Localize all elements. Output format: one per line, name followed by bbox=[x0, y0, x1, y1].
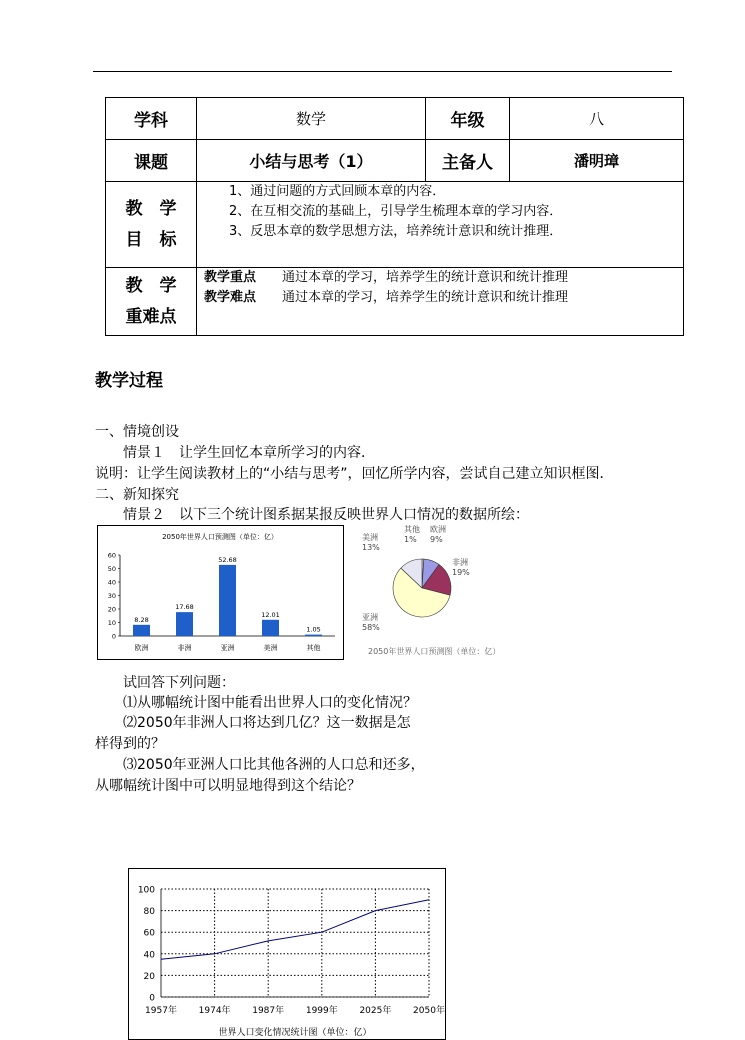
pie-slice-value: 58% bbox=[362, 623, 380, 632]
pie-slice-value: 1% bbox=[404, 535, 417, 544]
bar-chart-frame bbox=[97, 525, 344, 660]
line-y-tick-label: 60 bbox=[143, 928, 155, 939]
question-1: ⑴从哪幅统计图中能看出世界人口的变化情况？ bbox=[123, 695, 417, 711]
grade-label: 年级 bbox=[426, 98, 510, 140]
line-y-tick-label: 40 bbox=[143, 950, 155, 961]
topic-value: 小结与思考（1） bbox=[197, 140, 426, 182]
pie-chart bbox=[360, 520, 510, 660]
line-y-tick-label: 0 bbox=[149, 993, 155, 1004]
bar-data-label: 17.68 bbox=[175, 603, 194, 612]
pie-slice-label: 其他 bbox=[404, 525, 420, 534]
line-x-tick-label: 1957年 bbox=[145, 1006, 177, 1016]
focus-content bbox=[197, 268, 684, 336]
line-chart-frame bbox=[128, 868, 446, 1040]
goals-label bbox=[106, 182, 197, 268]
goal-item: 3、反思本章的数学思想方法，培养统计意识和统计推理． bbox=[229, 224, 563, 239]
line-x-tick-label: 2050年 bbox=[413, 1006, 445, 1016]
line-y-tick-label: 100 bbox=[137, 885, 155, 896]
goals-label-line-2: 目 标 bbox=[125, 229, 177, 250]
pie-slice-label: 亚洲 bbox=[362, 613, 378, 622]
bar-y-tick-label: 30 bbox=[107, 592, 116, 600]
preparer-value: 潘明璋 bbox=[510, 140, 684, 182]
goals-label-line-1: 教 学 bbox=[125, 198, 177, 219]
bar-y-tick-label: 0 bbox=[111, 632, 116, 641]
bar-category-label: 欧洲 bbox=[134, 644, 149, 652]
subject-label: 学科 bbox=[106, 98, 197, 140]
bar bbox=[305, 635, 322, 636]
key-point-label: 教学重点 bbox=[204, 270, 257, 285]
focus-label-line-1: 教 学 bbox=[125, 275, 177, 296]
bar-data-label: 52.68 bbox=[218, 555, 237, 564]
lesson-info-table bbox=[105, 97, 684, 336]
goal-item: 2、在互相交流的基础上，引导学生梳理本章的学习内容． bbox=[229, 204, 563, 219]
bar-data-label: 8.28 bbox=[134, 615, 149, 624]
focus-label bbox=[106, 268, 197, 336]
bar-chart bbox=[98, 526, 343, 659]
bar-y-tick-label: 40 bbox=[107, 578, 116, 587]
scene-2: 情景２ 以下三个统计图系据某报反映世界人口情况的数据所绘： bbox=[123, 507, 529, 523]
line-x-tick-label: 1999年 bbox=[305, 1006, 338, 1016]
topic-label: 课题 bbox=[106, 140, 197, 182]
difficult-point-label: 教学难点 bbox=[204, 290, 257, 305]
key-point-text: 通过本章的学习，培养学生的统计意识和统计推理 bbox=[282, 270, 569, 285]
question-3-line-1: ⑶2050年亚洲人口比其他各洲的人口总和还多， bbox=[123, 757, 425, 773]
bar bbox=[219, 565, 236, 636]
scene-1: 情景１ 让学生回忆本章所学习的内容． bbox=[123, 445, 375, 461]
key-point-row bbox=[204, 268, 683, 288]
pie-slice-label: 欧洲 bbox=[430, 525, 446, 534]
line-x-tick-label: 2025年 bbox=[359, 1006, 392, 1016]
question-3-line-2: 从哪幅统计图中可以明显地得到这个结论？ bbox=[95, 778, 361, 794]
difficult-point-text: 通过本章的学习，培养学生的统计意识和统计推理 bbox=[282, 290, 569, 305]
pie-slice-value: 19% bbox=[452, 568, 470, 577]
section-heading-1: 一、情境创设 bbox=[95, 424, 179, 440]
bar-y-tick-label: 10 bbox=[107, 619, 116, 627]
bar-category-label: 美洲 bbox=[263, 644, 278, 652]
pie-slice-value: 9% bbox=[430, 535, 443, 544]
focus-label-line-2: 重难点 bbox=[125, 306, 177, 327]
line-series bbox=[161, 900, 429, 959]
line-chart bbox=[129, 869, 445, 1039]
pie-slice-label: 美洲 bbox=[362, 533, 378, 542]
question-2-line-2: 样得到的？ bbox=[95, 736, 165, 752]
pie-slice-value: 13% bbox=[362, 543, 380, 552]
bar-y-tick-label: 20 bbox=[107, 605, 116, 614]
explanation: 说明：让学生阅读教材上的“小结与思考”，回忆所学内容，尝试自己建立知识框图． bbox=[95, 466, 614, 482]
line-y-tick-label: 80 bbox=[143, 907, 155, 918]
grade-value: 八 bbox=[510, 98, 684, 140]
question-2-line-1: ⑵2050年非洲人口将达到几亿？这一数据是怎 bbox=[123, 715, 411, 731]
header-rule bbox=[93, 71, 672, 72]
difficult-point-row bbox=[204, 288, 683, 308]
questions-intro: 试回答下列问题： bbox=[123, 675, 235, 691]
line-y-tick-label: 20 bbox=[143, 971, 155, 982]
bar-y-tick-label: 50 bbox=[107, 565, 116, 573]
bar-data-label: 1.05 bbox=[306, 625, 321, 634]
bar-chart-title: 2050年世界人口预测图（单位：亿） bbox=[162, 533, 278, 541]
preparer-label: 主备人 bbox=[426, 140, 510, 182]
bar-category-label: 亚洲 bbox=[220, 644, 235, 652]
bar-category-label: 其他 bbox=[306, 644, 321, 652]
subject-value: 数学 bbox=[197, 98, 426, 140]
bar bbox=[133, 625, 150, 636]
line-chart-title: 世界人口变化情况统计图（单位：亿） bbox=[218, 1028, 372, 1038]
pie-slice-label: 非洲 bbox=[452, 558, 468, 567]
line-x-tick-label: 1987年 bbox=[252, 1006, 285, 1016]
goals-list bbox=[197, 182, 684, 268]
line-x-tick-label: 1974年 bbox=[198, 1006, 231, 1016]
bar-data-label: 12.01 bbox=[261, 610, 280, 619]
bar bbox=[176, 612, 193, 636]
bar-y-tick-label: 60 bbox=[107, 551, 116, 560]
pie-chart-title: 2050年世界人口预测图（单位：亿） bbox=[368, 647, 501, 656]
section-heading-2: 二、新知探究 bbox=[95, 487, 179, 503]
bar bbox=[262, 620, 279, 636]
section-title: 教学过程 bbox=[95, 371, 163, 391]
bar-category-label: 非洲 bbox=[177, 644, 192, 652]
goal-item: 1、通过问题的方式回顾本章的内容． bbox=[229, 184, 446, 199]
